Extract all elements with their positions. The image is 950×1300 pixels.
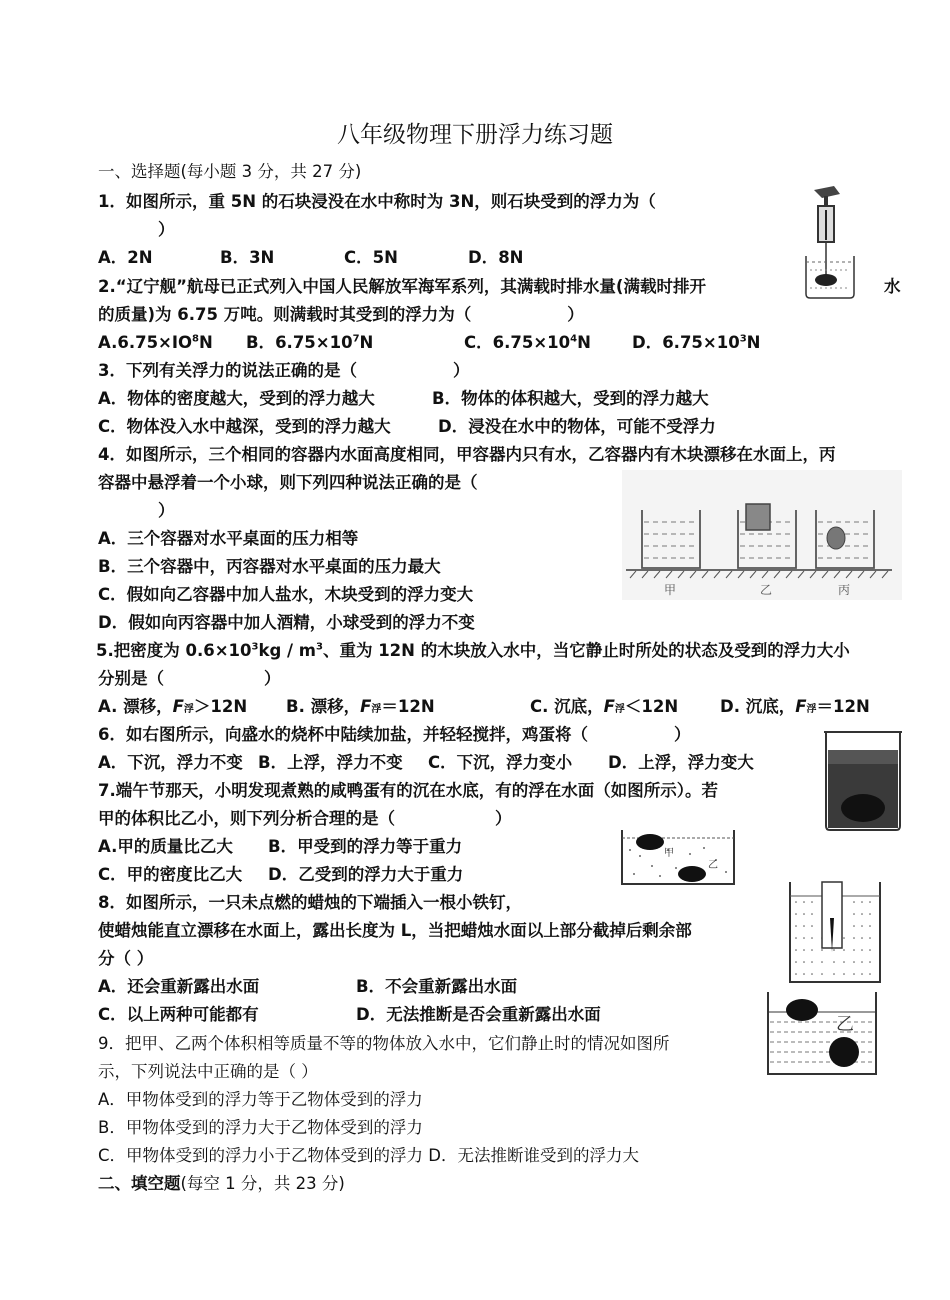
page-title: 八年级物理下册浮力练习题 bbox=[337, 122, 613, 148]
q1-options bbox=[98, 247, 524, 269]
q2-stem: 2.“辽宁舰”航母已正式列入中国人民解放军海军系列，其满载时排水量(满载时排开 bbox=[98, 277, 706, 296]
q8-option-b: B．不会重新露出水面 bbox=[356, 977, 518, 996]
q6-stem: 6．如右图所示，向盛水的烧杯中陆续加盐，并轻轻搅拌，鸡蛋将（ ） bbox=[98, 725, 691, 744]
q8-option-d: D．无法推断是否会重新露出水面 bbox=[356, 1005, 601, 1024]
q6-option-d: D．上浮，浮力变大 bbox=[608, 753, 754, 772]
q3-option-c: C．物体没入水中越深，受到的浮力越大 bbox=[98, 417, 391, 436]
q5-option-c: C. 沉底，F浮＜12N bbox=[530, 697, 679, 716]
q6-options bbox=[98, 752, 754, 774]
q2-option-c: C．$6.75\times 10^4N$ bbox=[464, 333, 591, 352]
q2-option-a: $A.6.75\times IO^8N$ bbox=[98, 333, 213, 352]
q5-option-b: B. 漂移，F浮＝12N bbox=[286, 697, 435, 716]
q3-option-b: B．物体的体积越大，受到的浮力越大 bbox=[432, 389, 709, 408]
q8-option-a: A．还会重新露出水面 bbox=[98, 977, 260, 996]
q3-option-d: D．浸没在水中的物体，可能不受浮力 bbox=[438, 417, 716, 436]
q2-options bbox=[98, 332, 760, 354]
q4-close: ） bbox=[158, 501, 175, 520]
two-objects-figure bbox=[764, 986, 880, 1078]
q3-row2 bbox=[98, 416, 716, 438]
q8-row2 bbox=[98, 1004, 601, 1026]
q1-option-d: D．8N bbox=[468, 248, 524, 267]
q4-option-b: B．三个容器中，丙容器对水平桌面的压力最大 bbox=[98, 557, 441, 576]
q7-option-c: C．甲的密度比乙大 bbox=[98, 865, 243, 884]
spring-scale-figure bbox=[800, 182, 880, 302]
q1-close: ） bbox=[158, 220, 175, 239]
q9-stem: 9．把甲、乙两个体积相等质量不等的物体放入水中，它们静止时的情况如图所 bbox=[98, 1034, 670, 1053]
q2-option-b: B．$6.75\times 10^7N$ bbox=[246, 333, 374, 352]
q7-option-b: B．甲受到的浮力等于重力 bbox=[268, 837, 463, 856]
q8-row1 bbox=[98, 976, 517, 998]
q7-row2 bbox=[98, 864, 463, 886]
q5-options bbox=[98, 696, 870, 721]
q4-stem2: 容器中悬浮着一个小球，则下列四种说法正确的是（ bbox=[98, 473, 478, 492]
q4-option-c: C．假如向乙容器中加人盐水，木块受到的浮力变大 bbox=[98, 585, 474, 604]
q6-option-a: A．下沉，浮力不变 bbox=[98, 753, 243, 772]
container-label-jia: 甲 bbox=[664, 583, 677, 597]
q9-option-a: A．甲物体受到的浮力等于乙物体受到的浮力 bbox=[98, 1090, 423, 1109]
q8-stem: 8．如图所示，一只未点燃的蜡烛的下端插入一根小铁钉， bbox=[98, 893, 522, 912]
egg-label-yi: 乙 bbox=[708, 860, 718, 871]
q7-row1 bbox=[98, 836, 462, 858]
q4-option-a: A．三个容器对水平桌面的压力相等 bbox=[98, 529, 359, 548]
q4-option-d: D．假如向丙容器中加人酒精，小球受到的浮力不变 bbox=[98, 613, 475, 632]
q4-stem: 4．如图所示，三个相同的容器内水面高度相同，甲容器内只有水，乙容器内有木块漂移在水面上，丙 bbox=[98, 445, 836, 464]
q5-stem2: 分别是（ ） bbox=[98, 669, 281, 688]
q6-option-c: C．下沉，浮力变小 bbox=[428, 753, 573, 772]
q5-option-d: D. 沉底，F浮＝12N bbox=[720, 697, 870, 716]
q2-option-d: D．$6.75\times 10^3N$ bbox=[632, 333, 761, 352]
q8-stem2: 使蜡烛能直立漂移在水面上，露出长度为 L，当把蜡烛水面以上部分截掉后剩余部 bbox=[98, 921, 692, 940]
q1-stem: 1．如图所示，重 5N 的石块浸没在水中称时为 3N，则石块受到的浮力为（ bbox=[98, 192, 656, 211]
q9-option-b: B．甲物体受到的浮力大于乙物体受到的浮力 bbox=[98, 1118, 423, 1137]
q9-option-c: C．甲物体受到的浮力小于乙物体受到的浮力 D．无法推断谁受到的浮力大 bbox=[98, 1146, 639, 1165]
q3-option-a: A．物体的密度越大，受到的浮力越大 bbox=[98, 389, 375, 408]
q5-stem: 5.把密度为 $0.6\times 10^3kg / m^3$、重为 12N 的木块放入水中，当它静止时所处的状态及受到的浮力大小 bbox=[96, 641, 850, 660]
q1-option-b: B．3N bbox=[220, 248, 275, 267]
three-containers-figure bbox=[622, 470, 902, 600]
q3-row1 bbox=[98, 388, 709, 410]
object-label-yi: 乙 bbox=[836, 1014, 854, 1035]
container-label-yi: 乙 bbox=[760, 583, 773, 597]
q7-stem: 7.端午节那天，小明发现煮熟的咸鸭蛋有的沉在水底，有的浮在水面（如图所示）。若 bbox=[98, 781, 718, 800]
q7-option-d: D．乙受到的浮力大于重力 bbox=[268, 865, 464, 884]
q5-option-a: A. 漂移，F浮＞12N bbox=[98, 697, 248, 716]
q1-option-c: C．5N bbox=[344, 248, 398, 267]
q2-stem-water: 水 bbox=[884, 277, 901, 296]
q1-option-a: A．2N bbox=[98, 248, 153, 267]
duck-eggs-figure bbox=[616, 826, 740, 890]
q7-stem2: 甲的体积比乙小，则下列分析合理的是（ ） bbox=[98, 809, 512, 828]
egg-beaker-figure bbox=[822, 728, 904, 832]
q6-option-b: B．上浮，浮力不变 bbox=[258, 753, 403, 772]
section2-heading: 二、填空题(每空 1 分，共 23 分) bbox=[98, 1174, 345, 1193]
q3-stem: 3．下列有关浮力的说法正确的是（ ） bbox=[98, 361, 470, 380]
q8-stem3: 分（ ） bbox=[98, 949, 154, 968]
container-label-bing: 丙 bbox=[838, 583, 851, 597]
egg-label-jia: 甲 bbox=[664, 848, 674, 859]
candle-figure bbox=[784, 878, 884, 986]
section1-heading: 一、选择题(每小题 3 分，共 27 分) bbox=[98, 162, 362, 181]
q7-option-a: A.甲的质量比乙大 bbox=[98, 837, 233, 856]
q8-option-c: C．以上两种可能都有 bbox=[98, 1005, 259, 1024]
q9-stem2: 示，下列说法中正确的是（ ） bbox=[98, 1062, 318, 1081]
q2-stem2: 的质量)为 6.75 万吨。则满载时其受到的浮力为（ ） bbox=[98, 305, 584, 324]
